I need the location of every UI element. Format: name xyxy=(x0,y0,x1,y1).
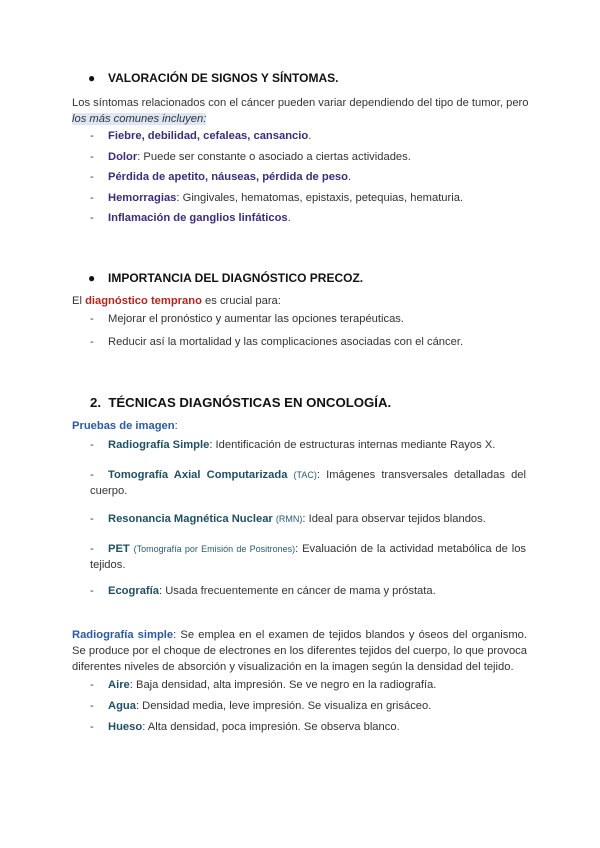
list-item: - Resonancia Magnética Nuclear (RMN): Ideal para observar tejidos blandos. xyxy=(90,513,486,525)
list-item: - Tomografía Axial Computarizada (TAC): Imágenes transversales detalladas del cuerpo. xyxy=(90,469,527,497)
heading-number: 2. xyxy=(90,395,101,410)
list-item: - Hemorragias: Gingivales, hematomas, epistaxis, petequias, hematuria. xyxy=(90,192,464,204)
list-item: - Inflamación de ganglios linfáticos. xyxy=(90,212,291,224)
heading-diagnostico xyxy=(88,271,363,285)
bullet-icon: ● xyxy=(88,71,96,85)
heading-diagnostico-title: IMPORTANCIA DEL DIAGNÓSTICO PRECOZ. xyxy=(108,271,364,285)
list-item: - Aire: Baja densidad, alta impresión. Se ve negro en la radiografía. xyxy=(90,679,437,691)
signos-intro: Los síntomas relacionados con el cáncer pueden variar dependiendo del tipo de tumor, pero los más comunes incluyen: xyxy=(72,97,529,125)
list-item: - PET (Tomografía por Emisión de Positrones): Evaluación de la actividad metabólica de los tejidos. xyxy=(90,543,527,571)
list-item: - Agua: Densidad media, leve impresión. Se visualiza en grisáceo. xyxy=(90,700,432,712)
list-item: - Pérdida de apetito, náuseas, pérdida de peso. xyxy=(90,171,352,183)
heading-tecnicas-title: TÉCNICAS DIAGNÓSTICAS EN ONCOLOGÍA. xyxy=(108,395,392,410)
radiografia-paragraph: Radiografía simple: Se emplea en el examen de tejidos blandos y óseos del organismo. Se produce por el choque de electrones en los diferentes tejidos del cuerpo, lo que provoca diferentes niveles de absorción y visualización en la imagen según la densidad del tejido. xyxy=(72,629,527,673)
list-item: - Hueso: Alta densidad, poca impresión. Se observa blanco. xyxy=(90,721,400,733)
list-item: - Reducir así la mortalidad y las complicaciones asociadas con el cáncer. xyxy=(90,336,464,348)
diagnostico-highlight: diagnóstico temprano xyxy=(85,295,202,307)
diagnostico-intro: El diagnóstico temprano es crucial para: xyxy=(72,295,281,307)
signos-intro-highlight: los más comunes incluyen: xyxy=(72,113,207,125)
list-item: - Ecografía: Usada frecuentemente en cáncer de mama y próstata. xyxy=(90,585,436,597)
radiografia-head: Radiografía simple xyxy=(72,629,174,641)
pruebas-subhead: Pruebas de imagen: xyxy=(72,420,178,432)
heading-signos-title: VALORACIÓN DE SIGNOS Y SÍNTOMAS. xyxy=(108,71,339,85)
heading-signos xyxy=(88,71,338,85)
bullet-icon: ● xyxy=(88,271,96,285)
list-item: - Fiebre, debilidad, cefaleas, cansancio. xyxy=(90,130,312,142)
heading-tecnicas xyxy=(90,395,391,410)
list-item: - Dolor: Puede ser constante o asociado a ciertas actividades. xyxy=(90,151,411,163)
list-item: - Radiografía Simple: Identificación de estructuras internas mediante Rayos X. xyxy=(90,439,496,451)
list-item: - Mejorar el pronóstico y aumentar las opciones terapéuticas. xyxy=(90,313,404,325)
